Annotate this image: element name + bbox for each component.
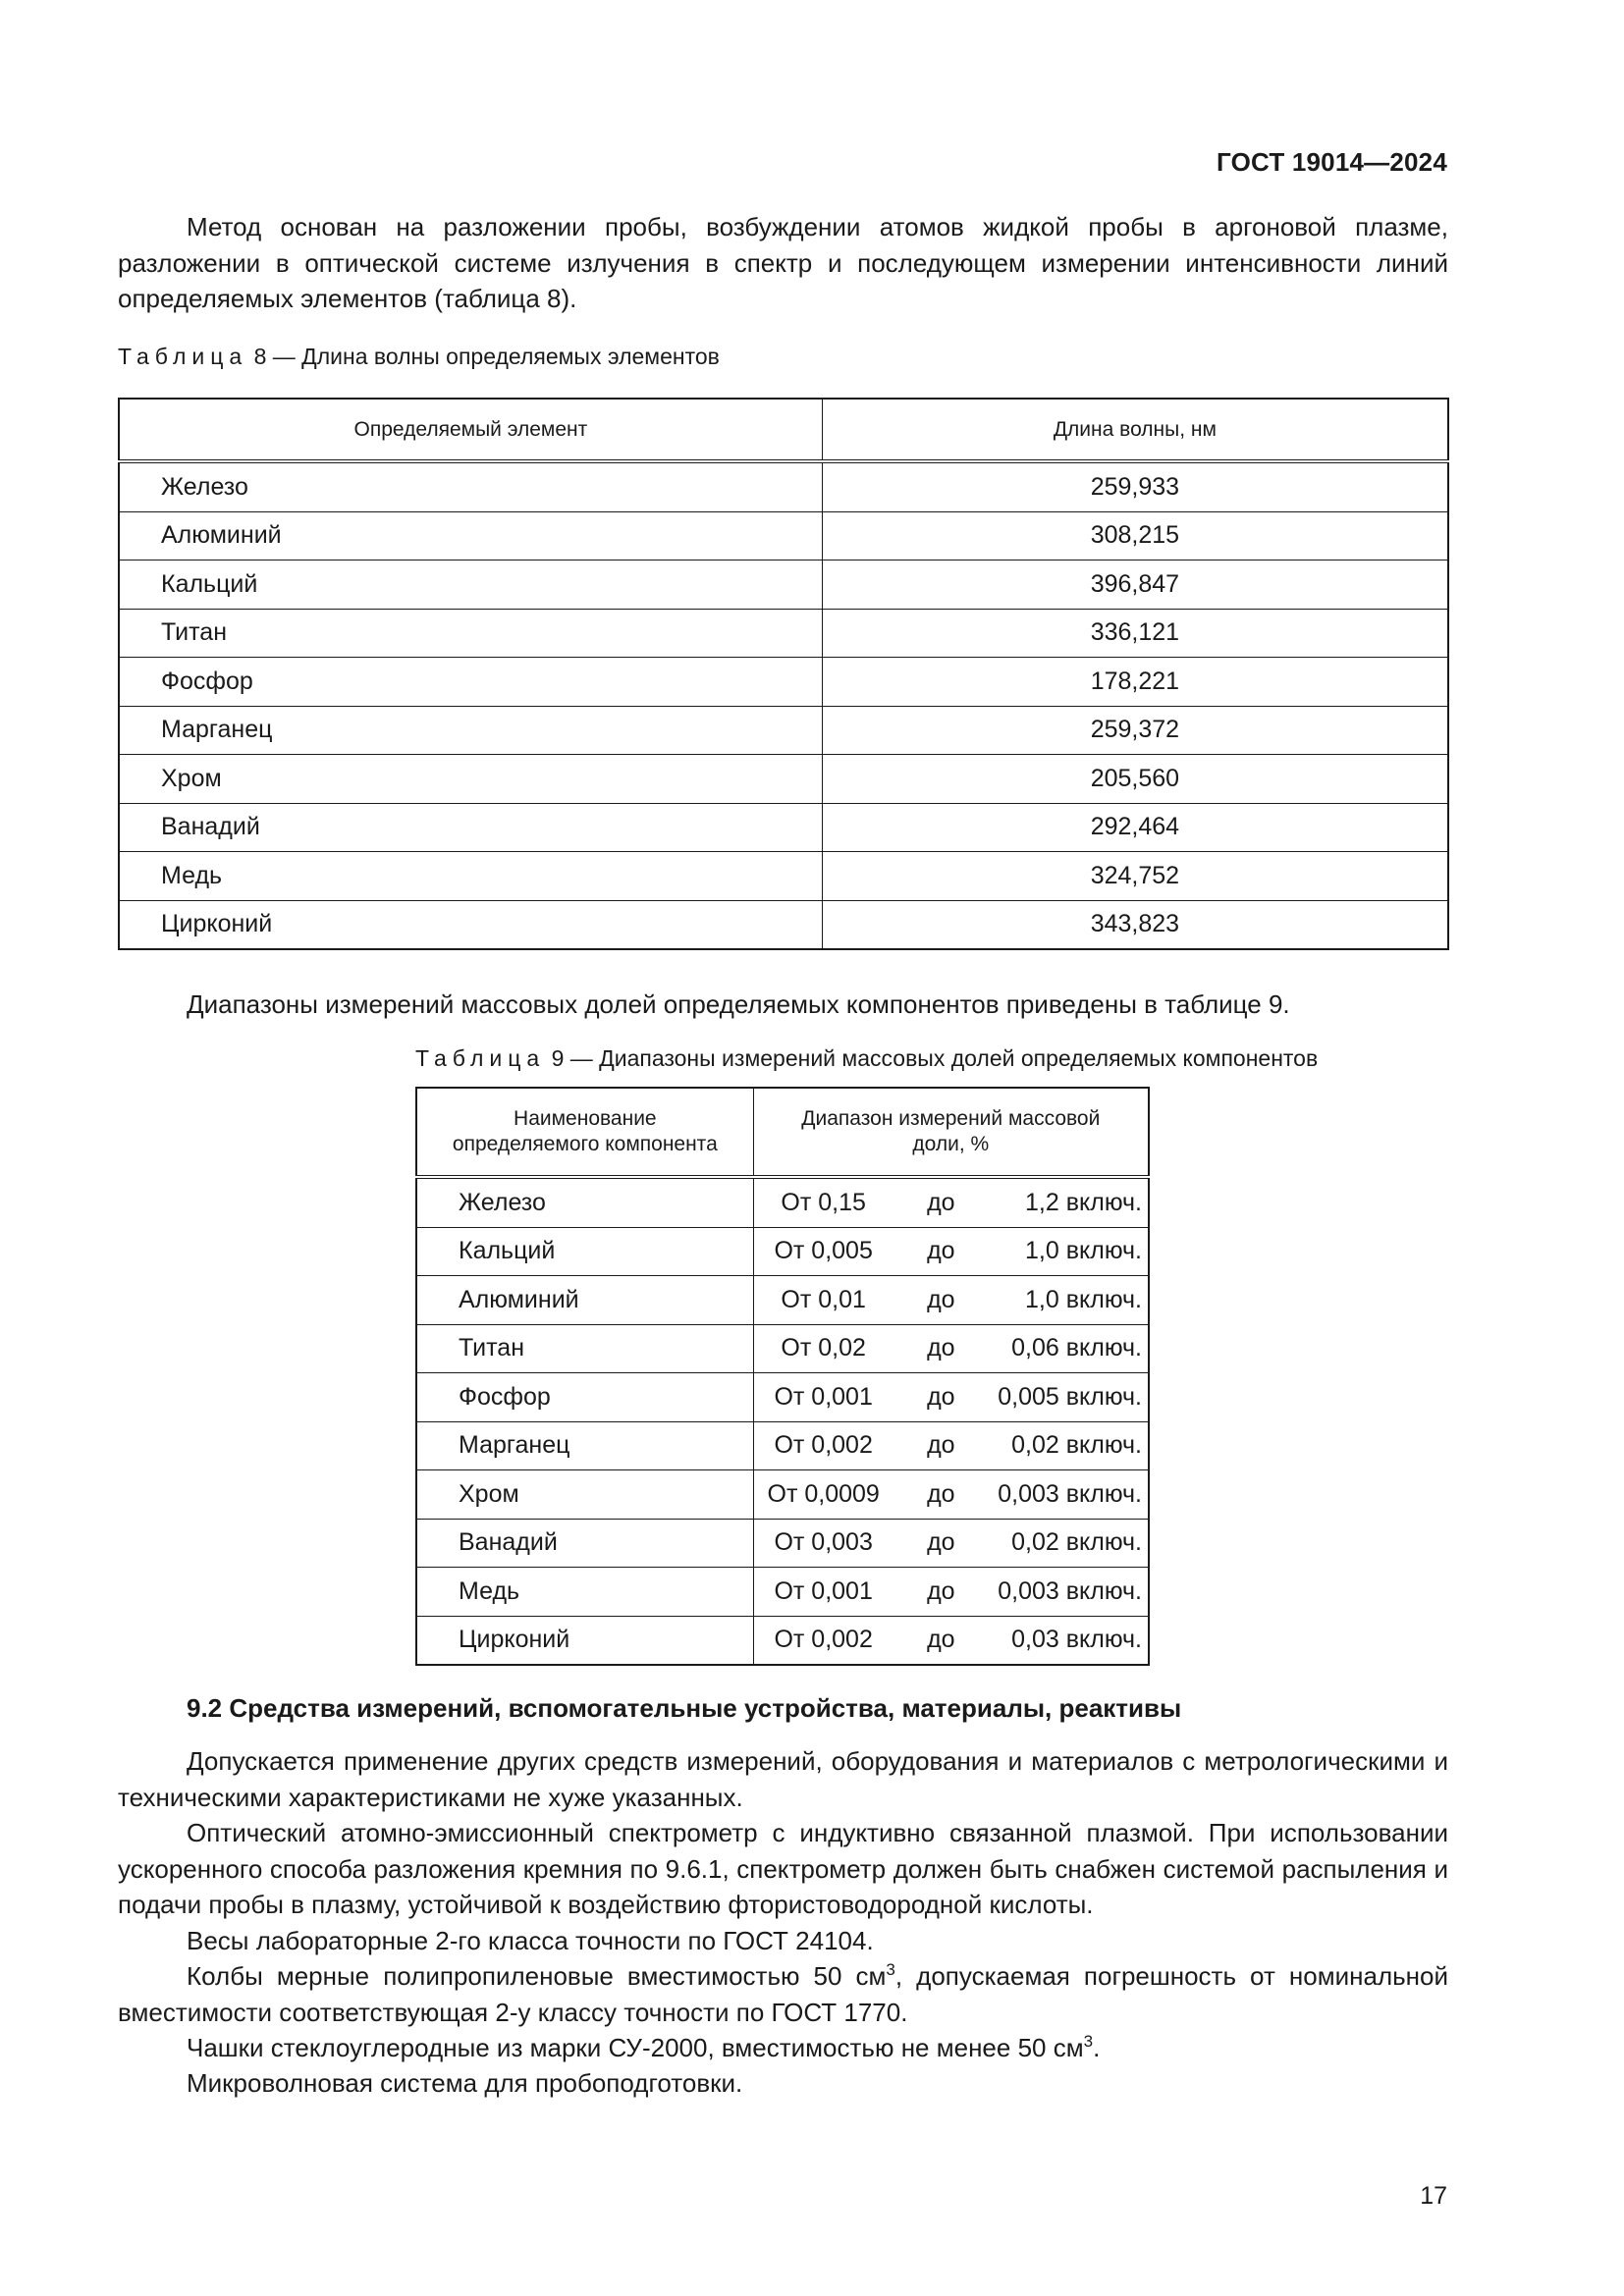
table8-caption-label: Таблица (118, 344, 248, 369)
table-row (416, 1373, 1149, 1422)
table-row (416, 1421, 1149, 1470)
section-paragraph-3-text: Весы лабораторные 2-го класса точности по ГОСТ 24104. (187, 1926, 874, 1955)
table-row (119, 755, 1448, 804)
range-from: От 0,001 (774, 1382, 873, 1411)
table-row (416, 1616, 1149, 1665)
element-cell: Железо (119, 461, 822, 511)
range-upper: 0,005 включ. (998, 1382, 1142, 1411)
wavelength-cell: 396,847 (822, 561, 1448, 610)
table-row (119, 561, 1448, 610)
element-cell: Хром (119, 755, 822, 804)
table-row (119, 803, 1448, 852)
table-row (119, 852, 1448, 901)
section-paragraph-2-text: Оптический атомно-эмиссионный спектрометр с индуктивно связанной плазмой. При использовании ускоренного способа разложения кремния по 9.6.1, спектрометр должен быть снабжен системой распыления и подачи пробы в плазму, устойчивой к воздействию фтористоводородной кислоты. (118, 1818, 1448, 1919)
element-cell: Ванадий (119, 803, 822, 852)
table-row (416, 1324, 1149, 1373)
ranges-intro-paragraph (118, 987, 1448, 1023)
range-to: до (927, 1479, 955, 1508)
range-cell (753, 1324, 1149, 1373)
table9-caption (415, 1045, 1318, 1072)
range-to: до (927, 1188, 955, 1216)
wavelength-cell: 292,464 (822, 803, 1448, 852)
range-from: От 0,15 (781, 1188, 866, 1216)
table-row (119, 609, 1448, 658)
section-paragraph-4-text-b: , допускаемая погрешность от номинальной вместимости соответствующая 2-у классу точности по ГОСТ 1770. (118, 1961, 1449, 2027)
table-row (119, 900, 1448, 949)
element-cell: Марганец (119, 706, 822, 755)
table8-caption-text: 8 — Длина волны определяемых элементов (253, 344, 720, 369)
range-from: От 0,001 (774, 1576, 873, 1605)
range-cell (753, 1519, 1149, 1568)
range-cell (753, 1276, 1149, 1325)
table-row (416, 1568, 1149, 1617)
section-paragraph-6 (118, 2065, 1448, 2102)
column-header-component (416, 1088, 753, 1177)
range-to: до (927, 1431, 955, 1460)
table8-caption (118, 344, 720, 370)
column-header-range (753, 1088, 1149, 1177)
range-from: От 0,002 (774, 1626, 873, 1654)
component-cell: Медь (416, 1568, 753, 1617)
component-cell: Марганец (416, 1421, 753, 1470)
ranges-intro-text: Диапазоны измерений массовых долей определяемых компонентов приведены в таблице 9. (187, 989, 1290, 1019)
column-header-element: Определяемый элемент (119, 399, 822, 461)
range-upper: 0,06 включ. (1011, 1334, 1142, 1362)
range-upper: 0,003 включ. (998, 1479, 1142, 1508)
range-to: до (927, 1528, 955, 1557)
section-paragraph-5-text-b: . (1093, 2033, 1101, 2062)
section-paragraph-5 (118, 2030, 1448, 2066)
section-heading-9-2: 9.2 Средства измерений, вспомогательные устройства, материалы, реактивы (187, 1693, 1182, 1723)
element-cell: Алюминий (119, 511, 822, 561)
range-upper: 1,2 включ. (1025, 1188, 1142, 1216)
page-number: 17 (1420, 2182, 1447, 2210)
range-upper: 0,02 включ. (1011, 1431, 1142, 1460)
range-to: до (927, 1576, 955, 1605)
table-row (416, 1519, 1149, 1568)
mass-fraction-ranges-table (415, 1087, 1150, 1666)
component-cell: Кальций (416, 1227, 753, 1276)
table-row (119, 706, 1448, 755)
component-cell: Хром (416, 1470, 753, 1520)
component-cell: Железо (416, 1177, 753, 1227)
range-to: до (927, 1285, 955, 1313)
section-paragraph-1-text: Допускается применение других средств измерений, оборудования и материалов с метрологическими и техническими характеристиками не хуже указанных. (118, 1746, 1448, 1812)
wavelength-cell: 178,221 (822, 658, 1448, 707)
range-upper: 0,003 включ. (998, 1576, 1142, 1605)
wavelength-cell: 259,933 (822, 461, 1448, 511)
component-cell: Фосфор (416, 1373, 753, 1422)
range-cell (753, 1227, 1149, 1276)
intro-paragraph (118, 209, 1448, 317)
table9-caption-text: 9 — Диапазоны измерений массовых долей определяемых компонентов (551, 1045, 1319, 1071)
table-row (416, 1276, 1149, 1325)
range-to: до (927, 1237, 955, 1265)
range-cell (753, 1373, 1149, 1422)
section-paragraph-3 (118, 1923, 1448, 1959)
table9-caption-label: Таблица (415, 1045, 546, 1071)
table-header-row (416, 1088, 1149, 1177)
component-cell: Цирконий (416, 1616, 753, 1665)
section-paragraph-2 (118, 1815, 1448, 1923)
range-upper: 0,02 включ. (1011, 1528, 1142, 1557)
element-cell: Фосфор (119, 658, 822, 707)
component-cell: Алюминий (416, 1276, 753, 1325)
range-from: От 0,005 (774, 1237, 873, 1265)
section-paragraph-1 (118, 1743, 1448, 1815)
table-row (119, 461, 1448, 511)
table-header-row (119, 399, 1448, 461)
table-row (416, 1177, 1149, 1227)
table-row (119, 511, 1448, 561)
intro-text: Метод основан на разложении пробы, возбуждении атомов жидкой пробы в аргоновой плазме, разложении в оптической системе излучения в спектр и последующем измерении интенсивности линий определяемых элементов (таблица 8). (118, 212, 1448, 313)
wavelength-cell: 308,215 (822, 511, 1448, 561)
component-cell: Ванадий (416, 1519, 753, 1568)
range-upper: 1,0 включ. (1025, 1285, 1142, 1313)
range-from: От 0,02 (781, 1334, 866, 1362)
range-cell (753, 1177, 1149, 1227)
wavelength-cell: 343,823 (822, 900, 1448, 949)
range-cell (753, 1421, 1149, 1470)
table-row (416, 1470, 1149, 1520)
wavelength-cell: 324,752 (822, 852, 1448, 901)
column-header-component-line2: определяемого компонента (452, 1133, 718, 1155)
range-to: до (927, 1626, 955, 1654)
component-cell: Титан (416, 1324, 753, 1373)
range-cell (753, 1470, 1149, 1520)
table-row (416, 1227, 1149, 1276)
table-row (119, 658, 1448, 707)
wavelength-cell: 336,121 (822, 609, 1448, 658)
section-paragraph-5-text-a: Чашки стеклоуглеродные из марки СУ-2000, вместимостью не менее 50 см (187, 2033, 1084, 2062)
range-to: до (927, 1382, 955, 1411)
wavelength-cell: 205,560 (822, 755, 1448, 804)
range-cell (753, 1616, 1149, 1665)
section-paragraph-4-text-a: Колбы мерные полипропиленовые вместимостью 50 см (187, 1961, 887, 1991)
range-from: От 0,002 (774, 1431, 873, 1460)
range-upper: 1,0 включ. (1025, 1237, 1142, 1265)
range-from: От 0,01 (781, 1285, 866, 1313)
element-cell: Титан (119, 609, 822, 658)
column-header-wavelength: Длина волны, нм (822, 399, 1448, 461)
wavelength-cell: 259,372 (822, 706, 1448, 755)
section-paragraph-6-text: Микроволновая система для пробоподготовки. (187, 2068, 743, 2098)
element-cell: Кальций (119, 561, 822, 610)
wavelength-table (118, 398, 1449, 950)
section-paragraph-4 (118, 1958, 1448, 2030)
range-to: до (927, 1334, 955, 1362)
range-from: От 0,0009 (767, 1479, 880, 1508)
range-cell (753, 1568, 1149, 1617)
document-code: ГОСТ 19014—2024 (1217, 147, 1447, 177)
range-upper: 0,03 включ. (1011, 1626, 1142, 1654)
superscript-3: 3 (1083, 2032, 1094, 2051)
column-header-component-line1: Наименование (514, 1107, 657, 1130)
column-header-range-line1: Диапазон измерений массовой (801, 1107, 1101, 1130)
superscript-3: 3 (886, 1960, 895, 1979)
element-cell: Медь (119, 852, 822, 901)
column-header-range-line2: доли, % (912, 1133, 990, 1155)
range-from: От 0,003 (774, 1528, 873, 1557)
element-cell: Цирконий (119, 900, 822, 949)
